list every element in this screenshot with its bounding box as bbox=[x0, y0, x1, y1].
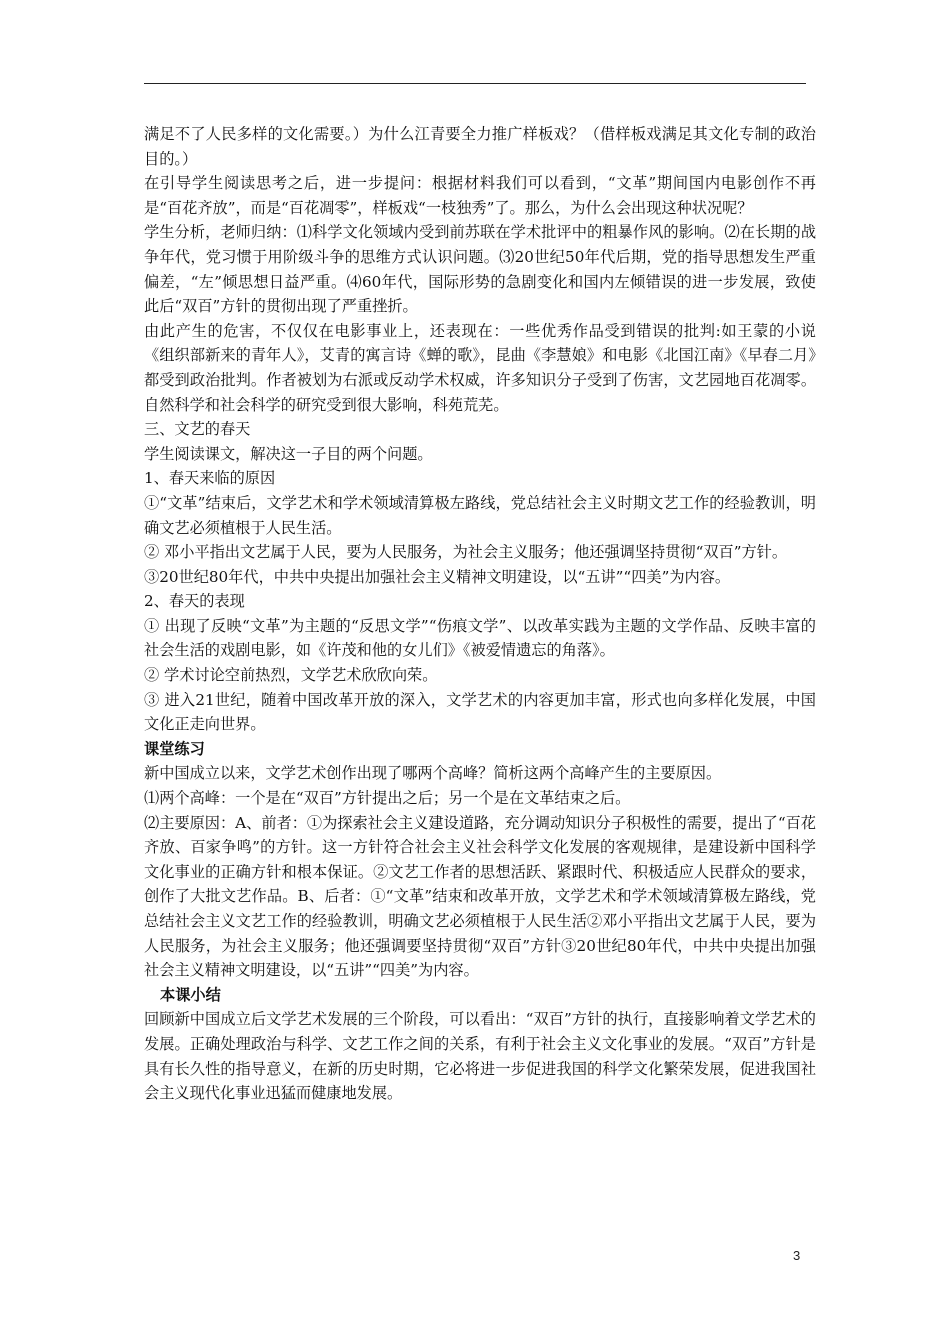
list-item: ① 出现了反映“文革”为主题的“反思文学”“伤痕文学”、以改革实践为主题的文学作品、反映丰富的社会生活的戏剧电影，如《许茂和他的女儿们》《被爱情遗忘的角落》。 bbox=[144, 616, 816, 660]
summary-heading: 本课小结 bbox=[160, 985, 221, 1004]
paragraph: 由此产生的危害，不仅仅在电影事业上，还表现在：一些优秀作品受到错误的批判:如王蒙的小说《组织部新来的青年人》，艾青的寓言诗《蝉的歌》，昆曲《李慧娘》和电影《北国江南》《早春二月》都受到政治批判。作者被划为右派或反动学术权威，许多知识分子受到了伤害，文艺园地百花凋零。自然科学和社会科学的研究受到很大影响，科苑荒芜。 bbox=[144, 321, 816, 414]
exercise-heading: 课堂练习 bbox=[144, 739, 205, 758]
header-rule bbox=[144, 83, 806, 84]
paragraph: 满足不了人民多样的文化需要。）为什么江青要全力推广样板戏？（借样板戏满足其文化专制的政治目的。） bbox=[144, 125, 816, 168]
page-number: 3 bbox=[793, 1248, 801, 1263]
answer: ⑵主要原因：A、前者：①为探索社会主义建设道路，充分调动知识分子积极性的需要，提出了“百花齐放、百家争鸣”的方针。这一方针符合社会主义社会科学文化发展的客观规律，是建设新中国科学文化事业的正确方针和根本保证。②文艺工作者的思想活跃、紧跟时代、积极适应人民群众的要求，创作了大批文艺作品。B、后者：①“文革”结束和改革开放，文学艺术和学术领域清算极左路线，党总结社会主义文艺工作的经验教训，明确文艺必须植根于人民生活②邓小平指出文艺属于人民，要为人民服务，为社会主义服务；他还强调要坚持贯彻“双百”方针③20世纪80年代，中共中央提出加强社会主义精神文明建设，以“五讲”“四美”为内容。 bbox=[144, 813, 816, 980]
paragraph: 学生阅读课文，解决这一子目的两个问题。 bbox=[144, 444, 433, 463]
section-title: 三、文艺的春天 bbox=[144, 420, 251, 439]
subsection-title: 1、春天来临的原因 bbox=[144, 469, 276, 488]
subsection-title: 2、春天的表现 bbox=[144, 592, 245, 611]
paragraph: 在引导学生阅读思考之后，进一步提问：根据材料我们可以看到，“文革”期间国内电影创作不再是“百花齐放”，而是“百花凋零”，样板戏“一枝独秀”了。那么，为什么会出现这种状况呢？ bbox=[144, 174, 816, 217]
list-item: ③20世纪80年代，中共中央提出加强社会主义精神文明建设，以“五讲”“四美”为内容。 bbox=[144, 567, 731, 586]
question: 新中国成立以来，文学艺术创作出现了哪两个高峰？简析这两个高峰产生的主要原因。 bbox=[144, 764, 722, 783]
list-item: ② 邓小平指出文艺属于人民，要为人民服务，为社会主义服务；他还强调坚持贯彻“双百”方针。 bbox=[144, 543, 788, 562]
list-item: ② 学术讨论空前热烈，文学艺术欣欣向荣。 bbox=[144, 666, 438, 685]
list-item: ①“文革”结束后，文学艺术和学术领域清算极左路线，党总结社会主义时期文艺工作的经验教训，明确文艺必须植根于人民生活。 bbox=[144, 493, 816, 537]
document-body bbox=[144, 122, 816, 1106]
list-item: ③ 进入21世纪，随着中国改革开放的深入，文学艺术的内容更加丰富，形式也向多样化发展，中国文化正走向世界。 bbox=[144, 690, 816, 734]
summary-paragraph: 回顾新中国成立后文学艺术发展的三个阶段，可以看出：“双百”方针的执行，直接影响着文学艺术的发展。正确处理政治与科学、文艺工作之间的关系，有利于社会主义文化事业的发展。“双百”方针是具有长久性的指导意义，在新的历史时期，它必将进一步促进我国的科学文化繁荣发展，促进我国社会主义现代化事业迅猛而健康地发展。 bbox=[144, 1010, 816, 1103]
answer: ⑴两个高峰：一个是在“双百”方针提出之后；另一个是在文革结束之后。 bbox=[144, 789, 631, 808]
paragraph: 学生分析，老师归纳：⑴科学文化领域内受到前苏联在学术批评中的粗暴作风的影响。⑵在长期的战争年代，党习惯于用阶级斗争的思维方式认识问题。⑶20世纪50年代后期，党的指导思想发生严重偏差，“左”倾思想日益严重。⑷60年代，国际形势的急剧变化和国内左倾错误的进一步发展，致使此后“双百”方针的贯彻出现了严重挫折。 bbox=[144, 223, 816, 316]
